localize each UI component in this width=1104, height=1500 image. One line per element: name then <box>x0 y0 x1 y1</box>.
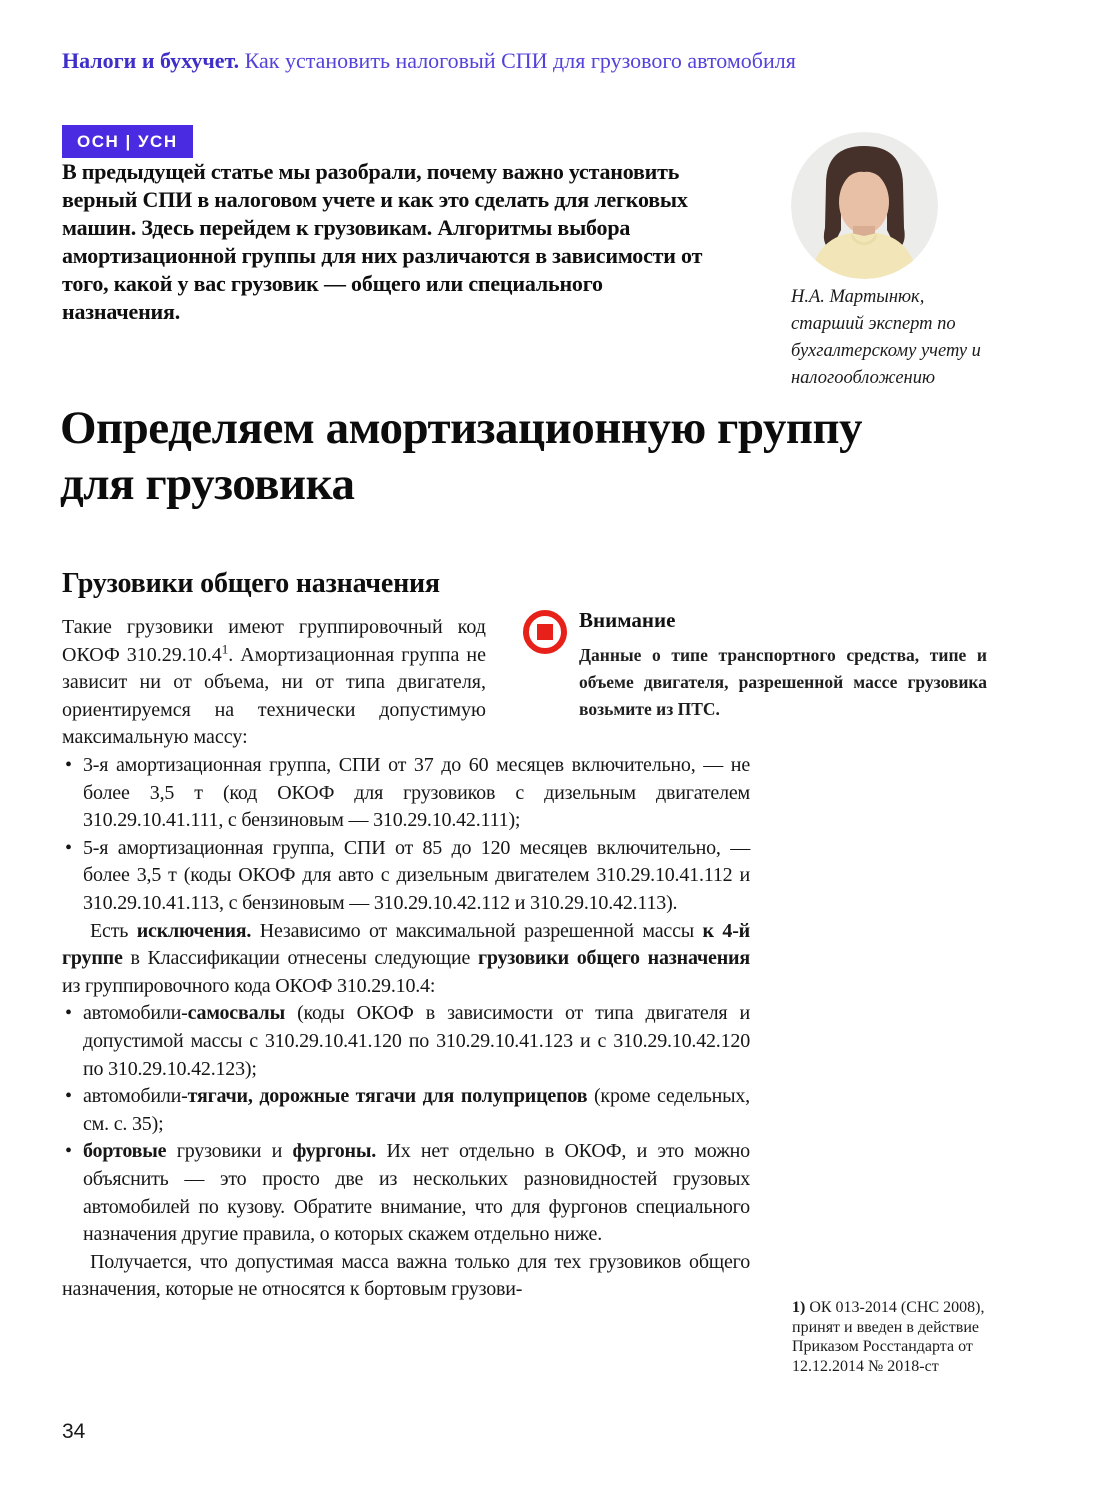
intro-text: Такие грузовики имеют группировочный код ОКОФ 310.29.10.4 <box>62 616 486 666</box>
page-number: 34 <box>62 1420 86 1443</box>
rubric-label: Налоги и бухучет. <box>62 48 240 73</box>
tax-regime-badge: ОСН | УСН <box>62 125 193 158</box>
article-title: Определяем амортизационную группу для грузовика <box>60 402 863 510</box>
callout-body: Данные о типе транспортного средства, типе и объеме двигателя, разрешенной массе грузовика возьмите из ПТС. <box>579 645 987 719</box>
attention-callout <box>521 608 991 723</box>
body-text: Независимо от максимальной разрешенной массы <box>251 919 703 942</box>
closing-paragraph: Получается, что допустимая масса важна только для тех грузовиков общего назначения, которые не относятся к бортовым грузови- <box>62 1250 750 1301</box>
bold-text: бортовые <box>83 1140 167 1163</box>
lead-paragraph: В предыдущей статье мы разобрали, почему важно установить верный СПИ в налоговом учете и как это сделать для легковых машин. Здесь перейдем к грузовикам. Алгоритмы выбора амортизационной группы для них различаются в зависимости от того, какой у вас грузовик — общего или специального назначения. <box>62 159 703 324</box>
body-text: (коды ОКОФ в зависимости от типа двигателя и допустимой массы с 310.29.10.41.120 по 310.29.10.41.123 и с 310.29.10.42.120 по 310.29.10.42.123); <box>83 1002 750 1080</box>
footnote <box>792 1298 1012 1376</box>
body-text: (кроме седельных, см. с. 35); <box>83 1085 750 1135</box>
intro-text-cont: . Амортизационная группа не зависит ни от объема, ни от типа двигателя, ориентируемся на технически допустимую максимальную массу: <box>62 643 486 748</box>
author-role: старший эксперт по бухгалтерскому учету и налогообложению <box>791 314 981 388</box>
attention-icon <box>523 610 567 654</box>
body-text: Есть <box>90 919 137 942</box>
exceptions-list <box>62 1000 750 1248</box>
bold-text: исключения. <box>136 919 252 942</box>
bold-text: самосвалы <box>187 1002 285 1025</box>
list-item: • 3-я амортизационная группа, СПИ от 37 до 60 месяцев включительно, — не более 3,5 т (код ОКОФ для грузовиков с дизельным двигателем 310.29.10.41.111, с бензиновым — 310.29.10.42.111); <box>62 752 750 835</box>
section-heading: Грузовики общего назначения <box>62 568 440 599</box>
portrait-illustration <box>791 132 938 279</box>
footnote-ref-1: 1 <box>221 640 229 656</box>
body-text: Их нет отдельно в ОКОФ, и это можно объяснить — это просто две из нескольких разновидностей грузовых автомобилей по кузову. Обратите внимание, что для фургонов специального назначения другие правила, о которых скажем отдельно ниже. <box>83 1140 750 1246</box>
list-item <box>62 1138 750 1248</box>
body-text: автомобили- <box>83 1002 188 1025</box>
body-text: из группировочного кода ОКОФ 310.29.10.4: <box>62 974 436 997</box>
body-text: в Классификации отнесены следующие <box>122 947 478 970</box>
list-item: • 5-я амортизационная группа, СПИ от 85 до 120 месяцев включительно, — более 3,5 т (коды ОКОФ для авто с дизельным двигателем 310.29.10.41.112 и 310.29.10.41.113, с бензиновым — 310.29.10.42.112 и 310.29.10.42.113). <box>62 835 750 918</box>
list-item <box>62 1083 750 1138</box>
author-name: Н.А. Мартынюк, <box>791 287 925 307</box>
author-caption <box>791 284 1011 392</box>
callout-title: Внимание <box>579 608 676 632</box>
intro-paragraph <box>62 614 486 752</box>
footnote-marker: 1) <box>792 1299 806 1316</box>
list-item <box>62 1000 750 1083</box>
page-header <box>62 48 796 74</box>
bold-text: грузовики общего назначения <box>477 947 750 970</box>
bold-text: тягачи, дорожные тягачи для полуприцепов <box>187 1085 588 1108</box>
body-text: грузовики и <box>166 1140 293 1163</box>
body-text: автомобили- <box>83 1085 188 1108</box>
bold-text: фургоны. <box>292 1140 377 1163</box>
exceptions-paragraph <box>62 918 750 1001</box>
footnote-text: ОК 013-2014 (СНС 2008), принят и введен в действие Приказом Росстандарта от 12.12.2014 № 2018-ст <box>792 1299 985 1375</box>
article-topic-label: Как установить налоговый СПИ для грузового автомобиля <box>244 48 796 73</box>
attention-square-glyph <box>537 624 553 640</box>
amortization-groups-list <box>62 752 750 918</box>
bold-text: к 4-й группе <box>62 919 750 970</box>
author-photo <box>791 132 938 279</box>
article-body <box>62 752 750 1304</box>
